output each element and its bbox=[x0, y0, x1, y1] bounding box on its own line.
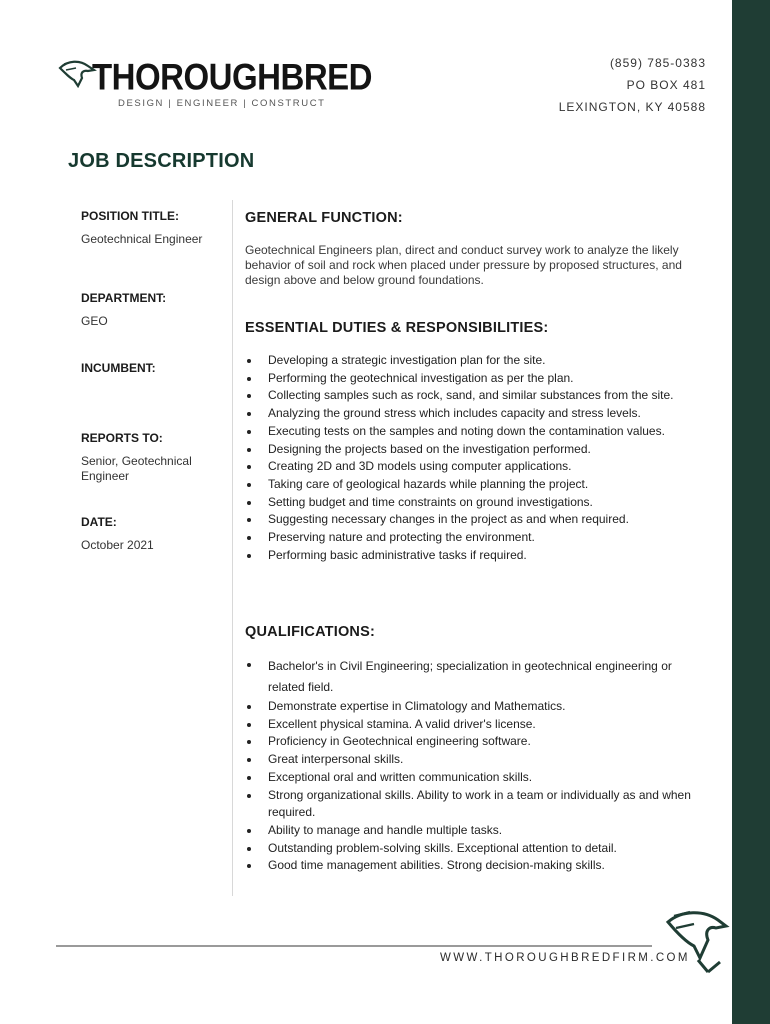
side-color-band bbox=[732, 0, 770, 1024]
list-item: Performing basic administrative tasks if required. bbox=[245, 547, 705, 565]
field-label: DEPARTMENT: bbox=[81, 291, 167, 305]
list-item: Demonstrate expertise in Climatology and Mathematics. bbox=[245, 698, 700, 716]
list-item: Proficiency in Geotechnical engineering software. bbox=[245, 733, 700, 751]
field-label: REPORTS TO: bbox=[81, 431, 163, 445]
field-value: Geotechnical Engineer bbox=[81, 232, 203, 246]
contact-po-box: PO BOX 481 bbox=[626, 78, 706, 92]
duties-heading: ESSENTIAL DUTIES & RESPONSIBILITIES: bbox=[245, 320, 549, 336]
list-item: Bachelor's in Civil Engineering; specialization in geotechnical engineering or related field. bbox=[245, 656, 700, 698]
field-reports-to bbox=[81, 431, 221, 484]
footer-website[interactable]: WWW.THOROUGHBREDFIRM.COM bbox=[440, 952, 690, 964]
list-item: Outstanding problem-solving skills. Exceptional attention to detail. bbox=[245, 840, 700, 858]
list-item: Analyzing the ground stress which includes capacity and stress levels. bbox=[245, 405, 705, 423]
company-tagline: DESIGN | ENGINEER | CONSTRUCT bbox=[118, 98, 326, 109]
list-item: Ability to manage and handle multiple tasks. bbox=[245, 822, 700, 840]
field-department bbox=[81, 291, 166, 329]
list-item: Exceptional oral and written communication skills. bbox=[245, 769, 700, 787]
field-value: Senior, Geotechnical Engineer bbox=[81, 454, 192, 483]
list-item: Performing the geotechnical investigation as per the plan. bbox=[245, 370, 705, 388]
field-label: INCUMBENT: bbox=[81, 361, 156, 375]
list-item: Strong organizational skills. Ability to work in a team or individually as and when required. bbox=[245, 787, 700, 822]
contact-city: LEXINGTON, KY 40588 bbox=[558, 100, 706, 114]
list-item: Designing the projects based on the investigation performed. bbox=[245, 441, 705, 459]
list-item: Preserving nature and protecting the environment. bbox=[245, 529, 705, 547]
qualifications-heading: QUALIFICATIONS: bbox=[245, 624, 375, 640]
list-item: Excellent physical stamina. A valid driver's license. bbox=[245, 716, 700, 734]
duties-list bbox=[245, 352, 705, 564]
document-title: JOB DESCRIPTION bbox=[68, 150, 255, 172]
list-item: Suggesting necessary changes in the project as and when required. bbox=[245, 511, 705, 529]
company-name: THOROUGHBRED bbox=[92, 56, 372, 98]
general-function-text: Geotechnical Engineers plan, direct and conduct survey work to analyze the likely behavior of soil and rock when placed under pressure by proposed structures, and design above and below ground foundations. bbox=[245, 243, 682, 287]
footer-rule bbox=[56, 945, 652, 947]
field-value: GEO bbox=[81, 314, 108, 328]
qualifications-list bbox=[245, 656, 700, 875]
horse-head-icon bbox=[664, 906, 730, 976]
list-item: Good time management abilities. Strong decision-making skills. bbox=[245, 857, 700, 875]
list-item: Collecting samples such as rock, sand, and similar substances from the site. bbox=[245, 387, 705, 405]
list-item: Great interpersonal skills. bbox=[245, 751, 700, 769]
list-item: Creating 2D and 3D models using computer applications. bbox=[245, 458, 705, 476]
list-item: Setting budget and time constraints on ground investigations. bbox=[245, 494, 705, 512]
list-item: Developing a strategic investigation plan for the site. bbox=[245, 352, 705, 370]
general-function-heading: GENERAL FUNCTION: bbox=[245, 210, 403, 226]
list-item: Executing tests on the samples and noting down the contamination values. bbox=[245, 423, 705, 441]
column-divider bbox=[232, 200, 233, 896]
field-date bbox=[81, 515, 154, 553]
field-label: POSITION TITLE: bbox=[81, 209, 179, 223]
company-logo bbox=[58, 56, 372, 116]
field-value: October 2021 bbox=[81, 538, 154, 552]
field-incumbent bbox=[81, 361, 156, 384]
list-item: Taking care of geological hazards while planning the project. bbox=[245, 476, 705, 494]
contact-phone: (859) 785-0383 bbox=[609, 56, 706, 70]
field-label: DATE: bbox=[81, 515, 117, 529]
field-position-title bbox=[81, 209, 202, 247]
contact-block bbox=[559, 52, 706, 118]
